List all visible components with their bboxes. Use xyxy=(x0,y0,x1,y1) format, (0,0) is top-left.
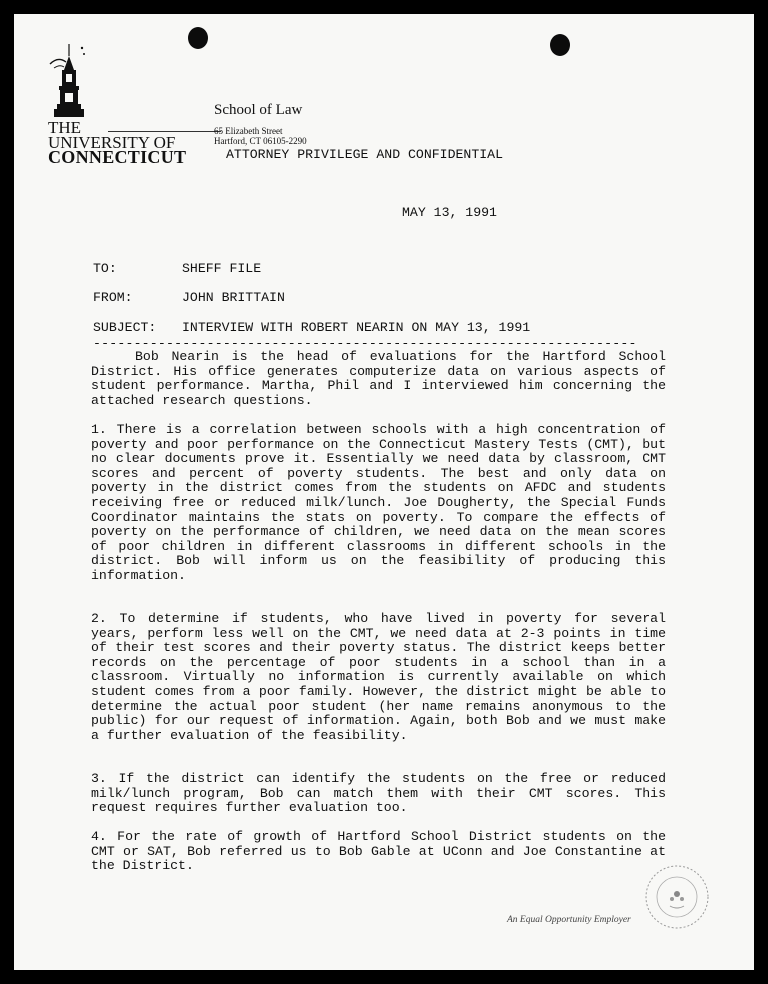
university-wordmark xyxy=(48,120,198,165)
paragraph-4: 4. For the rate of growth of Hartford School District students on the CMT or SAT, Bob referred us to Bob Gable at UConn and Joe Constantine at the District. xyxy=(91,829,666,874)
paragraph-intro: Bob Nearin is the head of evaluations for the Hartford School District. His office generates computerize data on various aspects of student performance. Martha, Phil and I interviewed him concerning the attached research questions. xyxy=(91,349,666,408)
from-label: FROM: xyxy=(93,290,133,305)
footer-eoe: An Equal Opportunity Employer xyxy=(507,915,631,925)
school-name: School of Law xyxy=(214,102,303,118)
university-line-2: UNIVERSITY OF xyxy=(48,133,176,152)
university-logo xyxy=(48,42,198,167)
university-seal-icon xyxy=(644,864,710,930)
paragraph-2: 2. To determine if students, who have lived in poverty for several years, perform less well on the CMT, we need data at 2-3 points in time of their test scores and their poverty status. The district keeps better records on the percentage of poor students in a school than in a classroom. Virtually no information is currently available on which student comes from a poor family. However, the district might be able to determine the actual poor student (her name remains anonymous to the public) for our request of information. Again, both Bob and we must make a further evaluation of the feasibility. xyxy=(91,611,666,743)
subject-value: INTERVIEW WITH ROBERT NEARIN ON MAY 13, 1991 xyxy=(182,320,531,335)
subject-divider: ------------------------------------------------------------------- xyxy=(93,336,637,351)
punch-hole-right xyxy=(550,34,570,56)
to-label: TO: xyxy=(93,261,117,276)
memo-date: MAY 13, 1991 xyxy=(402,205,497,220)
address-line-2: Hartford, CT 06105-2290 xyxy=(214,136,307,146)
university-line-3: CONNECTICUT xyxy=(48,147,187,167)
address-line-1: 65 Elizabeth Street xyxy=(214,126,283,136)
subject-label: SUBJECT: xyxy=(93,320,157,335)
from-value: JOHN BRITTAIN xyxy=(182,290,285,305)
paragraph-3: 3. If the district can identify the students on the free or reduced milk/lunch program, Bob can match them with their CMT scores. This request requires further evaluation too. xyxy=(91,771,666,816)
university-line-1: THE xyxy=(48,118,82,137)
privilege-notice: ATTORNEY PRIVILEGE AND CONFIDENTIAL xyxy=(226,147,503,162)
paragraph-1: 1. There is a correlation between schools with a high concentration of poverty and poor performance on the Connecticut Mastery Tests (CMT), but no clear documents prove it. Essentially we need data by classroom, CMT scores and percent of poverty students. The best and only data on poverty in the district comes from the students on AFDC and students receiving free or reduced milk/lunch. Joe Dougherty, the Special Funds Coordinator maintains the stats on poverty. To compare the effects of poverty on the performance of children, we need data on the mean scores of poor children in different classrooms in different schools in the district. Bob will inform us on the feasibility of producing this information. xyxy=(91,422,666,583)
school-block xyxy=(214,102,307,146)
to-value: SHEFF FILE xyxy=(182,261,262,276)
document-page xyxy=(14,14,754,970)
tower-icon xyxy=(48,42,198,122)
